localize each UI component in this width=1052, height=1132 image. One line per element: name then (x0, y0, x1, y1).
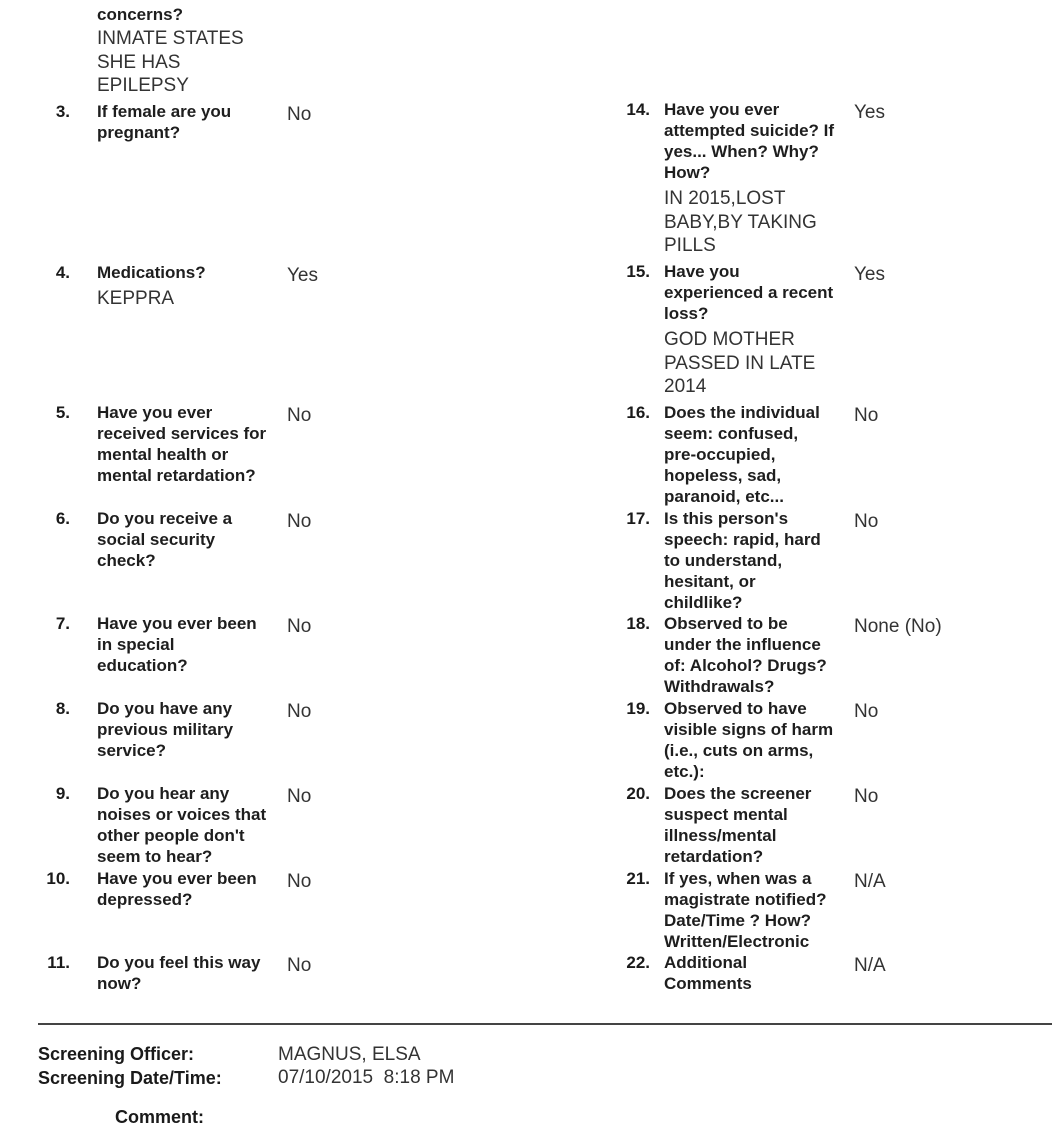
question-line: now? (97, 974, 142, 993)
question-number: 14. (626, 100, 650, 119)
question-text (664, 698, 833, 782)
question-line: Have you ever been (97, 614, 257, 633)
question-line: Do you feel this way (97, 953, 261, 972)
comment-label: Comment: (115, 1107, 204, 1127)
question-line: pregnant? (97, 123, 181, 142)
question-number: 22. (626, 953, 650, 972)
question-number: 17. (626, 509, 650, 528)
answer-value: No (287, 405, 312, 426)
question-line: Observed to be (664, 614, 788, 633)
question-line: concerns? (97, 5, 183, 24)
question-line: illness/mental (664, 826, 777, 845)
question-line: Have you ever (97, 403, 213, 422)
question-number: 11. (47, 953, 70, 972)
answer-value: N/A (854, 955, 886, 976)
question-line: Have you ever (664, 100, 780, 119)
question-text (97, 952, 260, 994)
answer-note (664, 328, 815, 399)
question-text (664, 613, 827, 697)
question-text (97, 262, 206, 283)
question-line: pre-occupied, (664, 445, 776, 464)
question-line: Comments (664, 974, 752, 993)
question-line: hesitant, or (664, 572, 756, 591)
question-number: 7. (55, 614, 70, 633)
question-line: under the influence (664, 635, 821, 654)
answer-value: No (854, 405, 879, 426)
question-line: check? (97, 551, 156, 570)
question-line: experienced a recent (664, 283, 834, 302)
question-text (97, 783, 266, 867)
question-line: (i.e., cuts on arms, (664, 741, 814, 760)
question-line: How? (664, 163, 711, 182)
partial-note (97, 27, 244, 98)
question-number: 21. (626, 869, 650, 888)
question-line: in special (97, 635, 175, 654)
question-line: Have you ever been (97, 869, 257, 888)
question-text (664, 402, 820, 507)
question-text (664, 508, 821, 613)
answer-value: No (287, 786, 312, 807)
question-line: previous military (97, 720, 234, 739)
question-line: Do you receive a (97, 509, 233, 528)
question-line: Do you hear any (97, 784, 230, 803)
answer-value: No (854, 701, 879, 722)
question-line: yes... When? Why? (664, 142, 819, 161)
question-text (97, 613, 257, 676)
answer-note (664, 187, 817, 258)
question-line: received services for (97, 424, 267, 443)
question-line: If yes, when was a (664, 869, 812, 888)
question-text (97, 101, 231, 143)
question-number: 5. (55, 403, 70, 422)
note-line: KEPPRA (97, 288, 175, 309)
question-number: 3. (55, 102, 70, 121)
answer-value: No (287, 701, 312, 722)
question-line: paranoid, etc... (664, 487, 784, 506)
question-text (97, 868, 257, 910)
answer-value: Yes (854, 102, 885, 123)
question-line: Does the screener (664, 784, 812, 803)
question-line: attempted suicide? If (664, 121, 835, 140)
question-line: Written/Electronic (664, 932, 810, 951)
screening-datetime-label: Screening Date/Time: (38, 1068, 222, 1088)
question-line: depressed? (97, 890, 193, 909)
note-line: SHE HAS (97, 51, 181, 73)
question-line: Do you have any (97, 699, 233, 718)
question-line: mental retardation? (97, 466, 256, 485)
screening-officer-label: Screening Officer: (38, 1044, 195, 1064)
question-line: mental health or (97, 445, 229, 464)
answer-value: N/A (854, 871, 886, 892)
answer-value: No (287, 616, 312, 637)
question-line: Observed to have (664, 699, 807, 718)
question-line: Medications? (97, 263, 206, 282)
question-line: other people don't (97, 826, 245, 845)
question-line: social security (97, 530, 216, 549)
question-number: 8. (55, 699, 70, 718)
question-line: seem: confused, (664, 424, 799, 443)
question-line: visible signs of harm (664, 720, 834, 739)
answer-value: No (287, 955, 312, 976)
answer-value: No (854, 511, 879, 532)
question-line: hopeless, sad, (664, 466, 782, 485)
answer-value: No (854, 786, 879, 807)
answer-value: No (287, 104, 312, 125)
note-line: INMATE STATES (97, 28, 244, 49)
question-text (664, 783, 811, 867)
note-line: IN 2015,LOST (664, 188, 786, 209)
question-line: Does the individual (664, 403, 820, 422)
question-number: 15. (626, 262, 650, 281)
partial-question (97, 4, 183, 25)
question-number: 16. (626, 403, 650, 422)
question-number: 4. (55, 263, 70, 282)
note-line: BABY,BY TAKING (664, 211, 817, 233)
answer-value: Yes (854, 264, 885, 285)
question-text (664, 952, 752, 994)
question-line: magistrate notified? (664, 890, 827, 909)
answer-value: None (No) (854, 616, 942, 637)
question-text (664, 868, 826, 952)
answer-value: No (287, 871, 312, 892)
note-line: EPILEPSY (97, 75, 189, 96)
question-text (97, 402, 266, 486)
question-line: Have you (664, 262, 740, 281)
question-line: Withdrawals? (664, 677, 775, 696)
question-line: retardation? (664, 847, 764, 866)
question-number: 10. (46, 869, 70, 888)
question-line: to understand, (664, 551, 783, 570)
question-number: 19. (626, 699, 650, 718)
question-line: education? (97, 656, 188, 675)
question-text (97, 698, 233, 761)
question-line: etc.): (664, 762, 705, 781)
question-line: suspect mental (664, 805, 788, 824)
question-line: loss? (664, 304, 709, 323)
question-line: service? (97, 741, 166, 760)
question-line: seem to hear? (97, 847, 213, 866)
question-text (664, 99, 834, 183)
section-divider (38, 1023, 1052, 1025)
question-number: 6. (55, 509, 70, 528)
question-line: Is this person's (664, 509, 789, 528)
screening-datetime-value: 07/10/2015 8:18 PM (278, 1067, 455, 1088)
question-line: speech: rapid, hard (664, 530, 821, 549)
note-line: PILLS (664, 235, 716, 256)
note-line: PASSED IN LATE (664, 352, 816, 374)
question-line: If female are you (97, 102, 232, 121)
question-line: Additional (664, 953, 748, 972)
screening-officer-value: MAGNUS, ELSA (278, 1044, 421, 1065)
question-line: noises or voices that (97, 805, 267, 824)
answer-note (97, 287, 174, 311)
question-text (97, 508, 232, 571)
question-number: 18. (626, 614, 650, 633)
note-line: 2014 (664, 376, 707, 397)
question-line: Date/Time ? How? (664, 911, 812, 930)
question-line: childlike? (664, 593, 743, 612)
question-number: 20. (626, 784, 650, 803)
question-number: 9. (55, 784, 70, 803)
question-text (664, 261, 833, 324)
answer-value: No (287, 511, 312, 532)
question-line: of: Alcohol? Drugs? (664, 656, 827, 675)
note-line: GOD MOTHER (664, 329, 795, 350)
answer-value: Yes (287, 265, 318, 286)
